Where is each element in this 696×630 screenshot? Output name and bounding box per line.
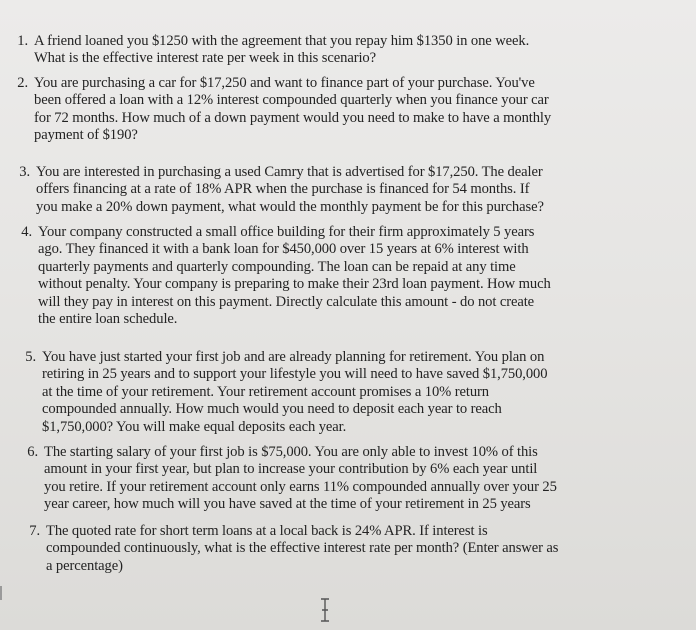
text-cursor-icon [319,598,331,622]
question-number: 3. [19,164,30,180]
question-line: The quoted rate for short term loans at a local back is 24% APR. If interest is [46,523,488,539]
question-line: A friend loaned you $1250 with the agreement that you repay him $1350 in one week. [34,33,530,49]
question-line: compounded continuously, what is the effective interest rate per month? (Enter answer as [46,540,559,557]
question-line: you make a 20% down payment, what would the monthly payment be for this purchase? [36,198,544,215]
question-number: 5. [25,349,36,365]
question-number: 4. [21,224,32,240]
question-line: You have just started your first job and are already planning for retirement. You plan on [42,349,545,365]
question-2 [17,75,552,145]
question-line: been offered a loan with a 12% interest compounded quarterly when you finance your car [34,92,549,109]
question-line: What is the effective interest rate per week in this scenario? [34,50,377,67]
question-line: payment of $190? [34,127,138,144]
question-line: will they pay in interest on this payment. Directly calculate this amount - do not create [38,293,535,310]
question-line: You are interested in purchasing a used Camry that is advertised for $17,250. The dealer [36,164,543,180]
question-6 [27,444,557,514]
question-number: 6. [27,444,38,460]
question-line: The starting salary of your first job is $75,000. You are only able to invest 10% of this [44,444,538,460]
question-line: the entire loan schedule. [38,311,178,328]
question-4 [21,224,551,328]
question-number: 1. [17,33,28,49]
question-line: offers financing at a rate of 18% APR when the purchase is financed for 54 months. If [36,181,530,198]
question-3 [19,164,544,216]
question-1 [17,33,530,68]
question-number: 7. [29,523,40,539]
question-number: 2. [17,75,28,91]
question-line: you retire. If your retirement account only earns 11% compounded annually over your 25 [44,478,557,495]
page-edge-mark [0,586,2,600]
question-line: without penalty. Your company is preparing to make their 23rd loan payment. How much [38,276,551,293]
question-line: ago. They financed it with a bank loan for $450,000 over 15 years at 6% interest with [38,241,529,258]
question-7 [29,523,559,575]
question-line: quarterly payments and quarterly compounding. The loan can be repaid at any time [38,258,516,275]
question-line: Your company constructed a small office building for their firm approximately 5 years [38,224,535,240]
question-line: amount in your first year, but plan to increase your contribution by 6% each year until [44,461,538,478]
question-5 [25,349,548,436]
question-line: at the time of your retirement. Your retirement account promises a 10% return [42,383,490,400]
question-line: $1,750,000? You will make equal deposits each year. [42,418,347,435]
question-line: for 72 months. How much of a down payment would you need to make to have a monthly [34,109,552,126]
question-line: year career, how much will you have saved at the time of your retirement in 25 years [44,496,531,513]
question-line: retiring in 25 years and to support your lifestyle you will need to have saved $1,750,000 [42,366,548,383]
question-line: You are purchasing a car for $17,250 and want to finance part of your purchase. You've [34,75,535,91]
question-line: a percentage) [46,557,123,574]
question-line: compounded annually. How much would you need to deposit each year to reach [42,401,502,418]
